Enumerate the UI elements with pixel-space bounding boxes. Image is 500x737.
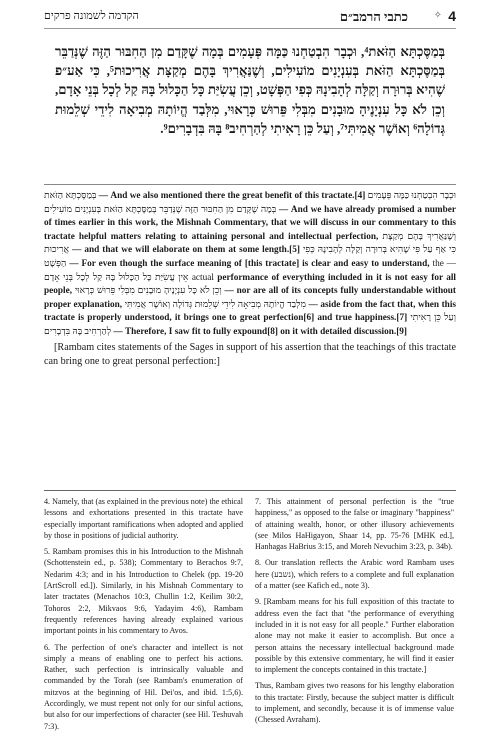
footnote: 4. Namely, that (as explained in the previous note) the ethical lessons and exhortations presented in this tractate have especially important ramifications when adopted and applied by those in positions of judicial authority. — [44, 497, 243, 540]
translation-paragraph — [44, 190, 456, 340]
bracket-note: [Rambam cites statements of the Sages in support of his assertion that the teachings of this tractate can bring one to great personal perfection:] — [44, 341, 456, 367]
hebrew-phrase: וְכֵן לֹא כָּל עִנְיָנֶיהָ מוּבָנִים מִבְּלִי פֵּרוּשׁ כְּרָאוּי — [74, 286, 222, 297]
translation-text: — Therefore, I saw fit to fully expound[8] on it with detailed discussion.[9] — [111, 326, 407, 337]
translation-text: — And we also mentioned there the great benefit of this tractate.[4] — [96, 191, 366, 201]
section-divider — [44, 184, 456, 185]
footnotes-left-column — [44, 496, 243, 737]
translation-text: — aside from the fact that, when this tractate is properly understood, it brings one to great perfection[6] and true happiness.[7] — [44, 299, 457, 324]
translation-text: — And we have already promised a number of times earlier in this work, the Mishnah Commentary, that we will discuss in our commentary to this tractate helpful matters relating to attaining personal and intellectual perfection, — [44, 204, 456, 242]
footnote: 8. Our translation reflects the Arabic word Rambam uses here (נשבע), which refers to a complete and full explanation of a matter (see Kafich ed., note 3). — [255, 558, 454, 591]
page-header — [44, 8, 456, 28]
running-subtitle: הקדמה לשמונה פרקים — [44, 10, 139, 22]
running-title: כתבי הרמב״ם — [339, 9, 408, 24]
page-number: 4 — [448, 8, 456, 24]
footnote: 5. Rambam promises this in his Introduction to the Mishnah (Schottenstein ed., p. 538); Commentary to Berachos 9:7, Nedarim 4:3; and in his Introduction to Chelek (pp. 19-20 [ArtScroll ed.]). Similarly, in his Mishnah Commentary to later tractates (Menachos 10:3, Chullin 1:2, Keilim 30:2, Tohoros 2:2, Mikvaos 9:6, Yadayim 4:6), Rambam frequently references having already explained various important points in his commentary to Avos. — [44, 547, 243, 636]
footnote: 9. [Rambam means for his full exposition of this tractate to address even the fact that "the performance of everything included in it is not easy for all people." Further elaboration alone may not make it easier to accomplish. But once a person attains the necessary intellectual background made possible by this extensive commentary, he will find it easier to implement the concepts contained in this tractate.] — [255, 597, 454, 675]
hebrew-phrase: וּכְבָר הִבְטַחְנוּ כַּמָּה פְּעָמִים בְּמָה שֶׁקָּדַם מִן הַחִבּוּר הַזֶּה שֶׁנְּדַבֵּר בְּמַסֶּכְתָּא הַזֹּאת בְּעִנְיָנִים מוֹעִילִים — [44, 191, 456, 215]
hebrew-phrase: כִּי אַף עַל פִּי שֶׁהִיא בְּרוּרָה וְקַלָּה לְהָבִינָהּ כְּפִי הַפְּשָׁט — [44, 245, 456, 269]
footnote: 7. This attainment of personal perfection is the "true happiness," as opposed to the false or imaginary "happiness" of attaining wealth, honor, or other illusory achievements (see Milos HaHigayon, Shaar 14, pp. 75-76 [MHK ed.], Hanhagas HaBrius 3:15, and Moreh Nevuchim 3:23, p. 34b). — [255, 497, 454, 552]
translation-text: performance of everything included in it is not easy for all people, — [44, 272, 456, 297]
hebrew-phrase: — the actual אֵין עֲשִׂיַּת כָּל הַכָּלוּל בָּהּ קַל לְכָל בְּנֵי אָדָם — [44, 258, 457, 283]
footnote-divider — [44, 490, 456, 491]
translation-text: — nor are all of its concepts fully understandable without proper explanation, — [44, 286, 456, 310]
hebrew-phrase: וְעַל כֵּן רָאִיתִי לְהַרְחִיב בָּהּ בִּדְבָרִים — [44, 313, 456, 337]
english-translation — [44, 190, 456, 370]
footnotes-right-column — [255, 496, 454, 731]
footnote: 6. The perfection of one's character and intellect is not simply a means of enabling one to perfect his actions. Rather, such perfection is intrinsically valuable and commanded by the Torah (see Rambam's enumeration of mitzvos at the beginning of Hil. Dei'os, and ibid. 1:5,6). Accordingly, we must repent not only for our sinful actions, but also for our imperfections of character (see Hil. Teshuvah 7:3). — [44, 642, 243, 731]
hebrew-source-text: בְּמַסֶּכְתָּא הַזֹּאת⁴, וּכְבָר הִבְטַחְנוּ כַּמָּה פְּעָמִים בְּמָה שֶׁקָּדַם מִן הַחִבּוּר הַזֶּה שֶׁנְּדַבֵּר בְּמַסֶּכְתָּא הַזֹּאת בְּעִנְיָנִים מוֹעִילִים, וְשֶׁנַּאֲרִיךְ בָּהֶם מְקַצָּת אֲרִיכוּת⁵, כִּי אַע״פ שֶׁהִיא בְּרוּרָה וְקַלָּה לְהָבִינָהּ כְּפִי הַפְּשָׁט, וְכֵן עֲשִׂיַּת כָּל הַכָּלוּל בָּהּ קַל לְכָל בְּנֵי אָדָם, וְכֵן לֹא כָּל עִנְיָנֶיהָ מוּבָנִים מִבְּלִי פֵּרוּשׁ כְּרָאוּי, מִלְּבַד הֱיוֹתָהּ מְבִיאָה לִידֵי שְׁלֵמוּת גְּדוֹלָה⁶ וְאוֹשֶׁר אֲמִיתִּי⁷, וְעַל כֵּן רָאִיתִי לְהַרְחִיב⁸ בָּהּ בִּדְבָרִים⁹. — [55, 44, 446, 136]
translation-text: — and that we will elaborate on them at some length.[5] — [69, 245, 300, 256]
translation-text: — For even though the surface meaning of [this tractate] is clear and easy to understand, — [66, 258, 430, 269]
hebrew-phrase: מִלְּבַד הֱיוֹתָהּ מְבִיאָה לִידֵי שְׁלֵמוּת גְּדוֹלָה וְאוֹשֶׁר אֲמִיתִּי — [124, 299, 306, 310]
footnote: Thus, Rambam gives two reasons for his lengthy elaboration to this tractate: Firstly, because the subject matter is difficult to implement, and secondly, because it is of immense value (Chessed Avraham). — [255, 681, 454, 725]
hebrew-phrase: בְּמַסֶּכְתָּא הַזֹּאת — [44, 191, 97, 201]
ornament-icon: ✧ — [433, 10, 442, 21]
hebrew-phrase: וְשֶׁנַּאֲרִיךְ בָּהֶם מְקַצָּת אֲרִיכוּת — [44, 231, 456, 256]
header-divider — [44, 28, 456, 29]
